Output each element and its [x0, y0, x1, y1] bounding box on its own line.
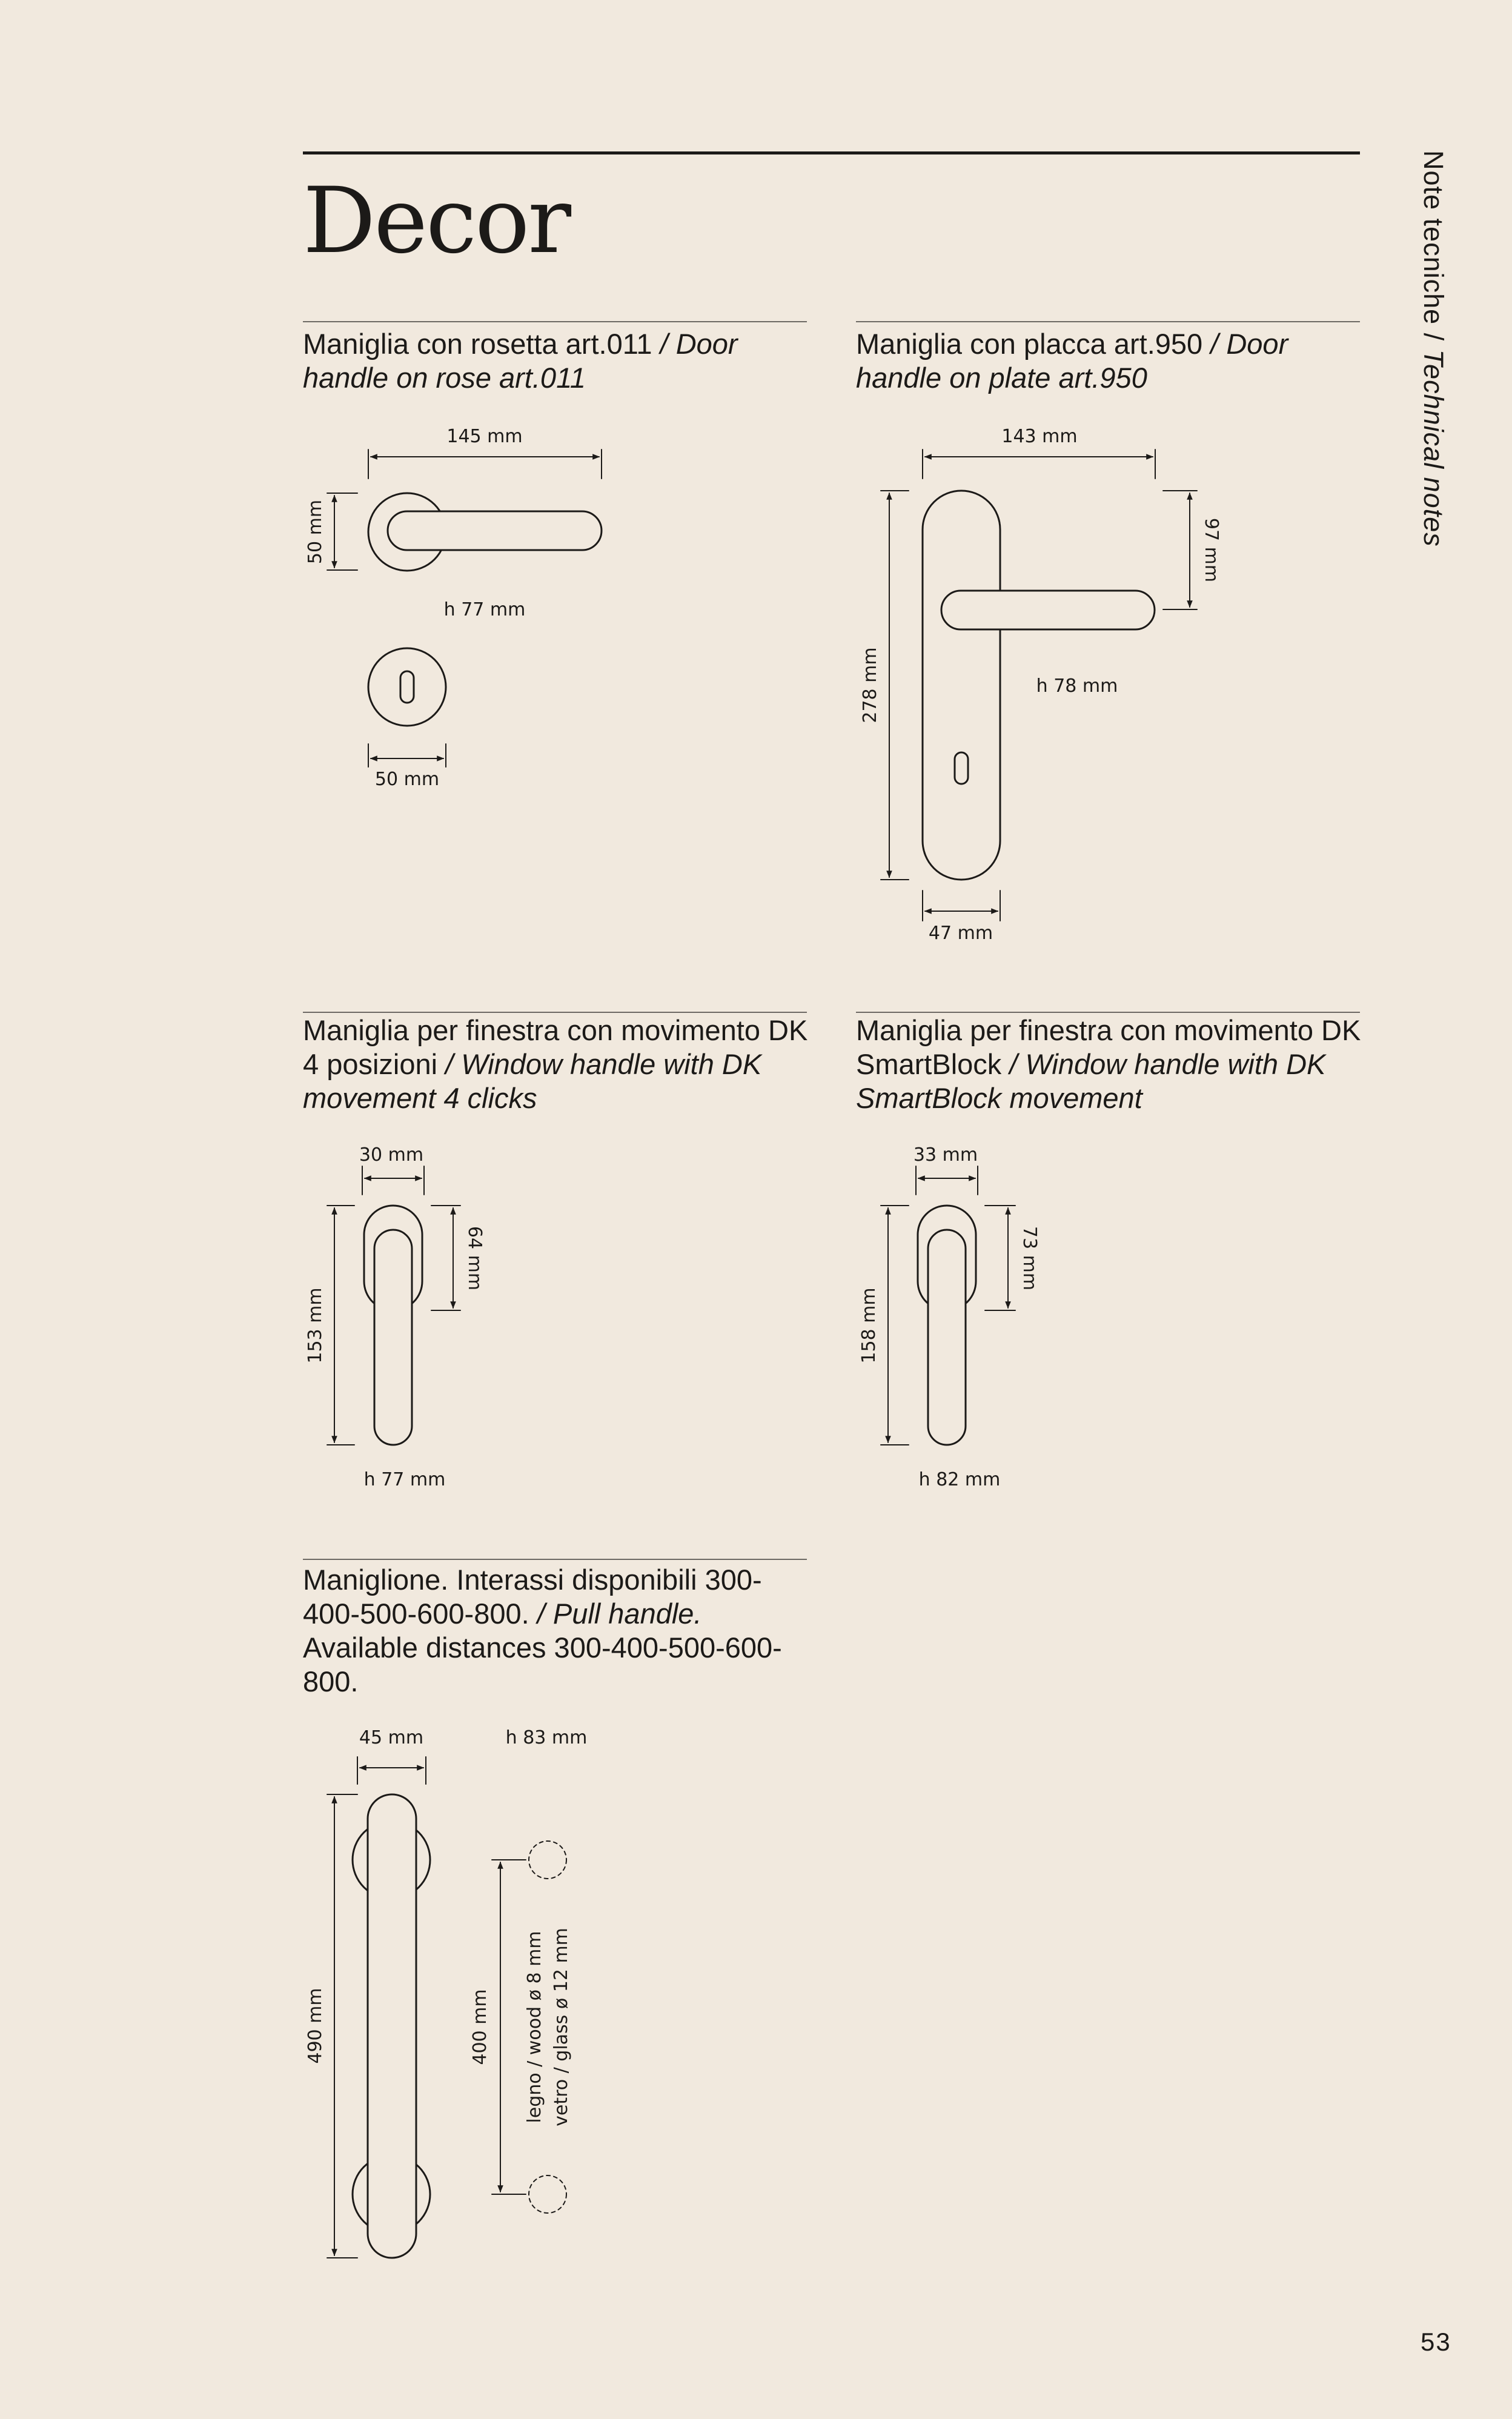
dim-window-sb-width: 33 mm	[913, 1144, 978, 1166]
dim-plate-handle-width: 143 mm	[1001, 426, 1078, 447]
heading-it: Maniglione. Interassi disponibili 300-400-500-600-800.	[303, 1564, 762, 1630]
dim-window-dk-base: 64 mm	[464, 1226, 485, 1291]
dim-pull-length: 490 mm	[305, 1988, 326, 2064]
dim-pull-glass-hole: vetro / glass ø 12 mm	[551, 1928, 572, 2126]
dim-pull-width: 45 mm	[359, 1727, 424, 1748]
heading-tail: Available distances 300-400-500-600-800.	[303, 1631, 782, 1697]
dim-pull-height: h 83 mm	[505, 1727, 588, 1748]
dim-rose-width: 145 mm	[446, 426, 523, 447]
dim-plate-width: 47 mm	[928, 923, 993, 944]
heading-en: / Window handle with DK SmartBlock movement	[856, 1048, 1326, 1114]
window-smartblock-drawing	[918, 1206, 976, 1445]
dim-pull-wood-hole: legno / wood ø 8 mm	[524, 1931, 545, 2123]
heading-en: / Door handle on rose art.011	[303, 328, 738, 394]
page-title: Decor	[303, 168, 570, 274]
dim-window-sb-height: h 82 mm	[918, 1469, 1001, 1490]
dim-window-dk-height: h 77 mm	[363, 1469, 446, 1490]
dim-pull-distance: 400 mm	[469, 1989, 491, 2065]
pull-handle-dimensions	[327, 1757, 526, 2258]
heading-it: Maniglia con placca art.950	[856, 328, 1203, 360]
dim-window-dk-length: 153 mm	[305, 1287, 326, 1364]
heading-it: Maniglia con rosetta art.011	[303, 328, 652, 360]
window-dk-drawing	[364, 1206, 422, 1445]
dim-window-dk-width: 30 mm	[359, 1144, 424, 1166]
dim-plate-handle-height: h 78 mm	[1036, 675, 1118, 697]
page-number: 53	[1421, 2328, 1451, 2356]
dim-rose-diameter: 50 mm	[305, 499, 326, 565]
dim-rose-height: h 77 mm	[443, 599, 526, 620]
side-note-separator: /	[1418, 325, 1449, 350]
dim-key-rose-diameter: 50 mm	[374, 769, 440, 790]
heading-en: / Pull handle.	[529, 1598, 702, 1630]
heading-en: / Window handle with DK movement 4 clicks	[303, 1048, 762, 1114]
dim-window-sb-length: 158 mm	[858, 1287, 880, 1364]
heading-it: Maniglia per finestra con movimento DK 4 posizioni	[303, 1014, 808, 1080]
dim-plate-height: 278 mm	[860, 647, 881, 723]
dimension-labels	[305, 426, 1222, 2126]
dim-plate-offset: 97 mm	[1201, 517, 1222, 583]
side-note-it: Note tecniche	[1418, 150, 1449, 325]
heading-en: / Door handle on plate art.950	[856, 328, 1288, 394]
side-note-en: Technical notes	[1418, 349, 1449, 547]
heading-it: Maniglia per finestra con movimento DK SmartBlock	[856, 1014, 1361, 1080]
dim-window-sb-base: 73 mm	[1019, 1226, 1040, 1291]
